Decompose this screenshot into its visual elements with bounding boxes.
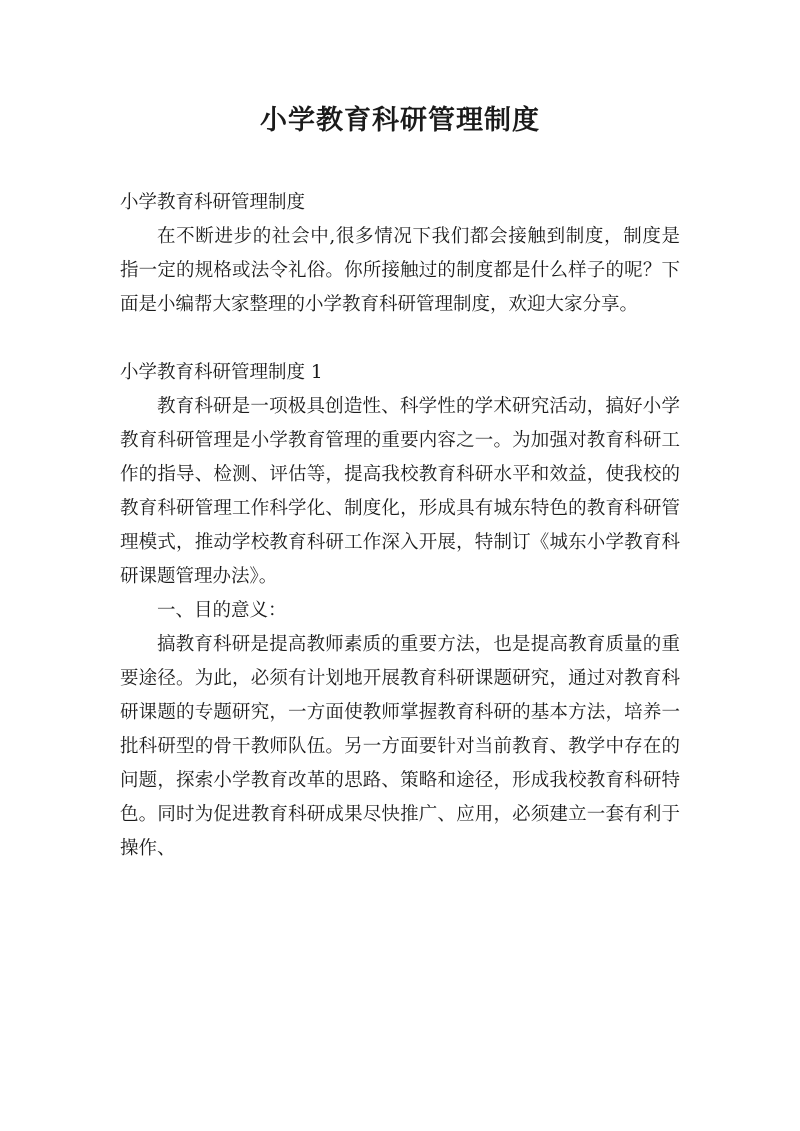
item-heading: 一、目的意义： [157, 600, 287, 621]
section-paragraph: 搞教育科研是提高教师素质的重要方法，也是提高教育质量的重要途径。为此，必须有计划地开展教育科研课题研究，通过对教育科研课题的专题研究，一方面使教师掌握教育科研的基本方法，培养一批科研型的骨干教师队伍。另一方面要针对当前教育、教学中存在的问题，探索小学教育改革的思路、策略和途径，形成我校教育科研特色。同时为促进教育科研成果尽快推广、应用，必须建立一套有利于操作、 [120, 634, 680, 859]
intro-paragraph: 在不断进步的社会中,很多情况下我们都会接触到制度，制度是指一定的规格或法令礼俗。你所接触过的制度都是什么样子的呢？下面是小编帮大家整理的小学教育科研管理制度，欢迎大家分享。 [120, 226, 680, 315]
section-paragraph: 教育科研是一项极具创造性、科学性的学术研究活动，搞好小学教育科研管理是小学教育管理的重要内容之一。为加强对教育科研工作的指导、检测、评估等，提高我校教育科研水平和效益，使我校的教育科研管理工作科学化、制度化，形成具有城东特色的教育科研管理模式，推动学校教育科研工作深入开展，特制订《城东小学教育科研课题管理办法》。 [120, 396, 680, 587]
document-body [120, 186, 680, 866]
document-subtitle: 小学教育科研管理制度 [120, 192, 306, 213]
document-title: 小学教育科研管理制度 [260, 105, 540, 136]
section-heading: 小学教育科研管理制度 1 [120, 362, 323, 383]
paragraph-spacer [120, 322, 680, 356]
